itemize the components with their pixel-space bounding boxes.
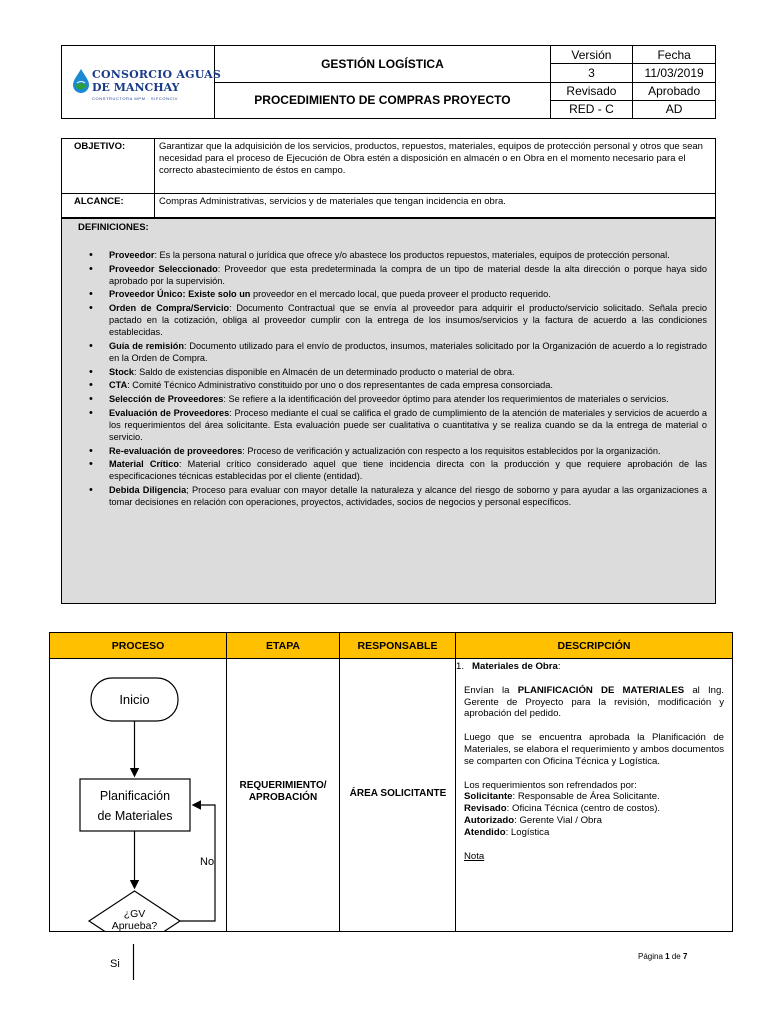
definition-item: • Proveedor: Es la persona natural o jurídica que ofrece y/o abastece los productos repuestos, materiales, equipos de protección personal.: [109, 249, 707, 261]
revisado-label: Revisado: [550, 82, 633, 100]
definition-item: • Guía de remisión: Documento utilizado para el envío de productos, insumos, materiales solicitado por la Organización de acuerdo a lo registrado en la Orden de Compra.: [109, 340, 707, 364]
definition-item: • CTA: Comité Técnico Administrativo constituido por uno o dos representantes de cada empresa consorciada.: [109, 379, 707, 391]
page-number: Página 1 de 7: [638, 952, 688, 961]
definition-item: • Proveedor Seleccionado: Proveedor que esta predeterminada la compra de un tipo de material desde la alta dirección o porque haya sido aprobado por la supervisión.: [109, 263, 707, 287]
version-value: 3: [550, 64, 633, 82]
flow-si-label: Si: [110, 958, 120, 970]
company-logo: [62, 46, 222, 119]
flowchart: [50, 659, 226, 931]
desc-paragraph-1: Envían la PLANIFICACIÓN DE MATERIALES al Ing. Gerente de Proyecto para la revisión, modificación y aprobación del pedido.: [464, 684, 724, 720]
desc-paragraph-2: Luego que se encuentra aprobada la Planificación de Materiales, se elabora el requerimiento y ambos documentos se comparten con Oficina Técnica y Logística.: [464, 732, 724, 767]
desc-paragraph-3: Los requerimientos son refrendados por:: [464, 779, 637, 791]
logo-line3: CONSTRUCTORA MPM · SIFCONCIV: [92, 96, 179, 101]
desc-role-item: Atendido: Logística: [464, 826, 550, 838]
fecha-value: 11/03/2019: [633, 64, 716, 82]
process-table: [49, 632, 733, 932]
definition-item: • Debida Diligencia; Proceso para evaluar con mayor detalle la naturaleza y alcance del riesgo de soborno y para ayudar a las organizaciones a tomar decisiones en relación con operaciones, proyectos, actividades, socios de negocios y personal específicos.: [109, 484, 707, 508]
objetivo-text: Garantizar que la adquisición de los servicios, productos, repuestos, materiales, equipos de protección personal y otros que sean necesidad para el proceso de Ejecución de Obra estén a disposición en almacén o en Obra en el momento necesario para el correcto abastecimiento de éstos en campo.: [155, 139, 716, 194]
column-divider: [226, 659, 227, 931]
fecha-label: Fecha: [633, 46, 716, 64]
objective-scope-table: [61, 138, 716, 218]
col-proceso: PROCESO: [50, 633, 227, 659]
desc-role-item: Revisado: Oficina Técnica (centro de costos).: [464, 803, 661, 815]
alcance-text: Compras Administrativas, servicios y de materiales que tengan incidencia en obra.: [155, 194, 716, 218]
definition-item: • Selección de Proveedores: Se refiere a la identificación del proveedor óptimo para atender los requerimientos de materiales o servicios.: [109, 393, 707, 405]
flow-decision-label-2: Aprueba?: [111, 920, 158, 931]
definition-item: • Proveedor Único: Existe solo un proveedor en el mercado local, que pueda proveer el producto requerido.: [109, 288, 707, 300]
definiciones-label: DEFINICIONES:: [78, 222, 149, 233]
logo-line1: CONSORCIO AGUAS: [92, 68, 222, 81]
revisado-value: RED - C: [550, 100, 633, 118]
col-descripcion: DESCRIPCIÓN: [456, 633, 732, 659]
water-drop-logo-icon: [70, 68, 92, 94]
column-divider: [455, 659, 456, 931]
alcance-label: ALCANCE:: [62, 194, 155, 218]
flow-no-label: No: [200, 856, 215, 868]
flow-decision-label-1: ¿GV: [123, 908, 146, 920]
objetivo-label: OBJETIVO:: [62, 139, 155, 194]
desc-role-item: Autorizado: Gerente Vial / Obra: [464, 814, 602, 826]
flow-process-node: [80, 779, 190, 831]
flow-process-label-1: Planificación: [99, 789, 171, 803]
desc-role-item: Solicitante: Responsable de Área Solicitante.: [464, 791, 660, 803]
definition-item: • Material Crítico: Material crítico considerado aquel que tiene incidencia directa con la producción y que requiere aprobación de las especificaciones técnicas establecidas por el cliente (entidad).: [109, 458, 707, 482]
definitions-section: [61, 218, 716, 604]
flow-process-label-2: de Materiales: [97, 809, 173, 823]
header-title-2: PROCEDIMIENTO DE COMPRAS PROYECTO: [215, 82, 550, 119]
responsable-value: ÁREA SOLICITANTE: [349, 788, 447, 799]
etapa-value: REQUERIMIENTO/ APROBACIÓN: [239, 780, 327, 803]
definition-item: • Orden de Compra/Servicio: Documento Contractual que se envía al proveedor para adquirir el producto/servicio solicitado. Señala precio pactado en la cotización, obliga al proveedor cumplir con la entrega de los insumos/servicios y la factura de acuerdo a las condiciones establecidas.: [109, 302, 707, 339]
header-title-1: GESTIÓN LOGÍSTICA: [215, 46, 550, 83]
col-responsable: RESPONSABLE: [340, 633, 456, 659]
column-divider: [339, 659, 340, 931]
aprobado-label: Aprobado: [633, 82, 716, 100]
definition-item: • Evaluación de Proveedores: Proceso mediante el cual se califica el grado de cumplimiento de la atención de materiales y servicios de acuerdo a los requerimientos del área solicitante. Esta evaluación puede ser cualitativa o cuantitativa y se realiza cuando se da la entrega de material o servicio.: [109, 407, 707, 444]
definition-item: • Re-evaluación de proveedores: Proceso de verificación y actualización con respecto a los requisitos establecidos por la organización.: [109, 445, 707, 457]
definition-item: • Stock: Saldo de existencias disponible en Almacén de un determinado producto o material de obra.: [109, 366, 707, 378]
flow-start-label: Inicio: [119, 692, 150, 707]
version-label: Versión: [550, 46, 633, 64]
desc-heading: Materiales de Obra: [472, 661, 558, 672]
flow-continuation: [105, 944, 145, 984]
aprobado-value: AD: [633, 100, 716, 118]
logo-line2: DE MANCHAY: [92, 81, 180, 94]
desc-nota: Nota: [464, 850, 485, 862]
desc-heading-num: 1.: [456, 661, 465, 672]
definitions-list: [62, 249, 707, 510]
col-etapa: ETAPA: [227, 633, 340, 659]
description-cell: 1. Materiales de Obra: Envían la PLANIFICACIÓN DE MATERIALES al Ing. Gerente de Proyecto para la revisión, modificación y aprobación del pedido. Luego que se encuentra aprobada la Planificación de Materiales, se elabora el requerimiento y ambos documentos se comparten con Oficina Técnica y Logística. Los requerimientos son refrendados por: Solicitante: Responsable de Área Solicitante. Revisado: Oficina Técnica (centro de costos). Autorizado: Gerente Vial / Obra Atendido: Logística Nota: [456, 661, 724, 862]
document-header: [61, 45, 716, 119]
desc-roles-list: [464, 791, 724, 838]
